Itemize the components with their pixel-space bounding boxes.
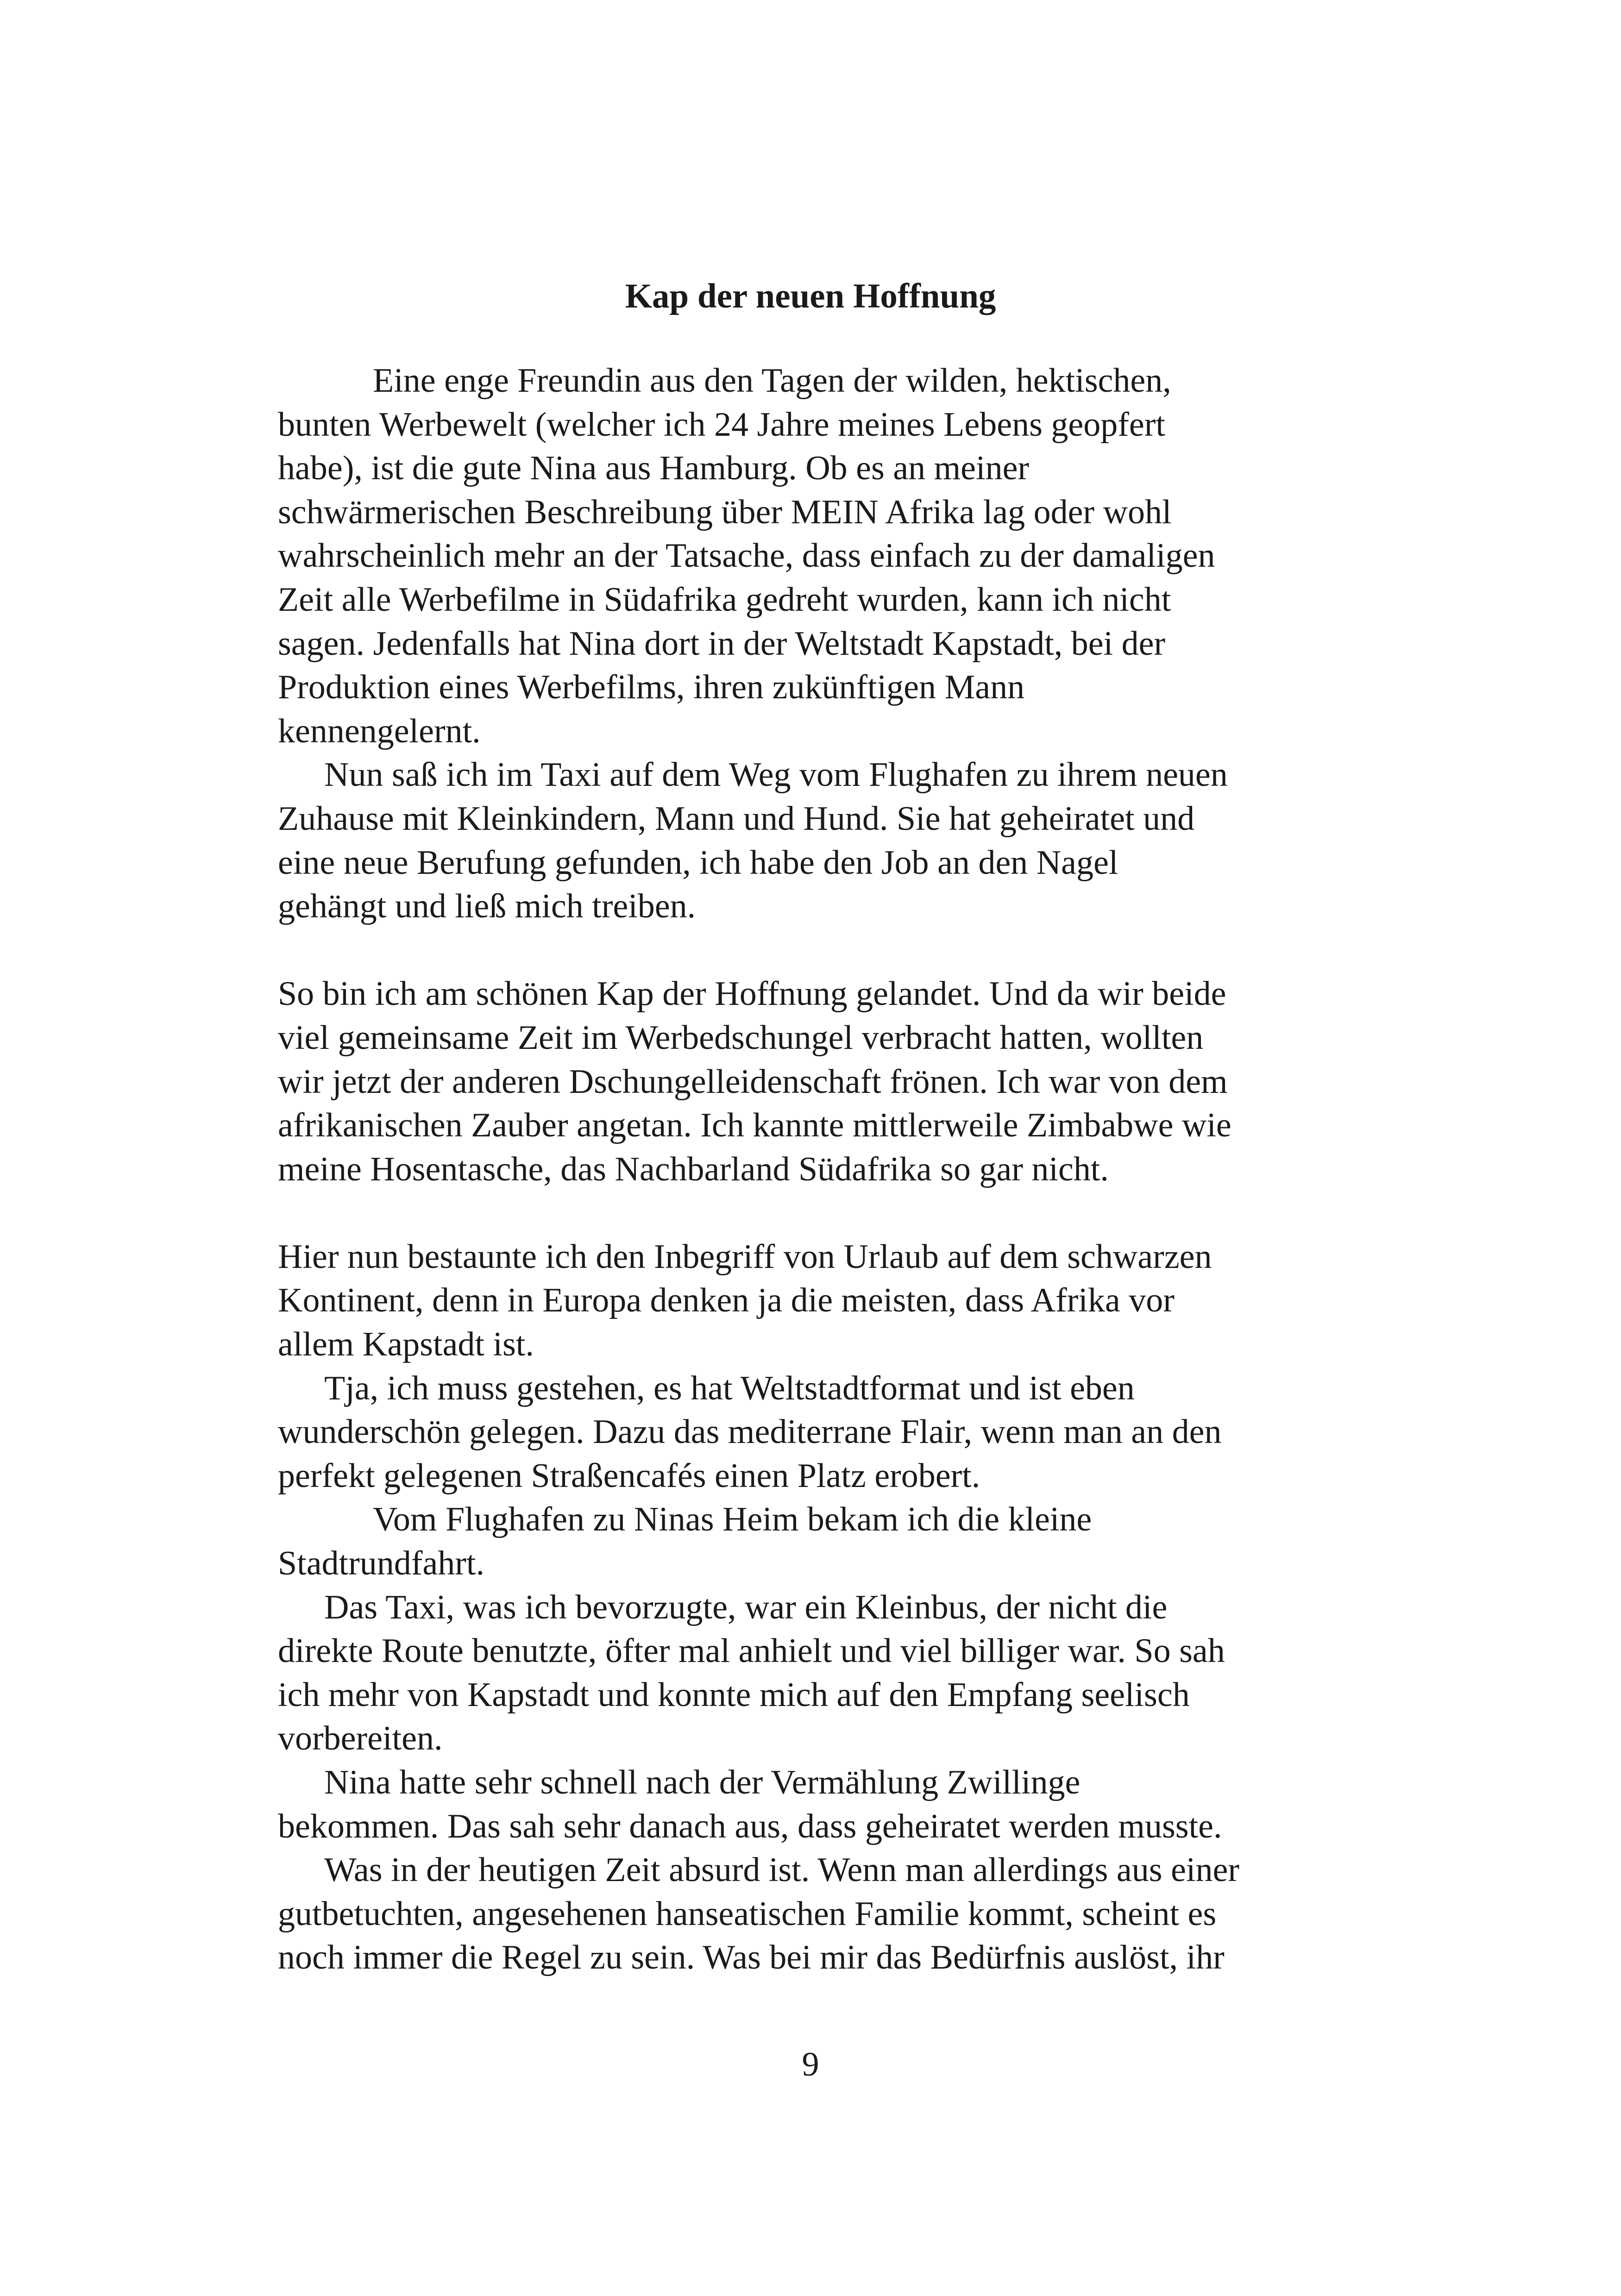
- text-line: Nina hatte sehr schnell nach der Vermählung Zwillinge: [324, 1763, 1081, 1801]
- text-line: Kontinent, denn in Europa denken ja die meisten, dass Afrika vor: [278, 1281, 1175, 1320]
- text-line: meine Hosentasche, das Nachbarland Südafrika so gar nicht.: [278, 1150, 1109, 1188]
- text-line: Vom Flughafen zu Ninas Heim bekam ich die kleine: [373, 1500, 1092, 1539]
- text-line: Stadtrundfahrt.: [278, 1544, 484, 1583]
- text-line: wunderschön gelegen. Dazu das mediterrane Flair, wenn man an den: [278, 1413, 1222, 1451]
- paragraph-2: [278, 753, 1343, 928]
- text-line: bekommen. Das sah sehr danach aus, dass geheiratet werden musste.: [278, 1807, 1222, 1845]
- text-line: eine neue Berufung gefunden, ich habe den Job an den Nagel: [278, 843, 1118, 882]
- text-line: Produktion eines Werbefilms, ihren zukünftigen Mann: [278, 668, 1025, 707]
- text-line: bunten Werbewelt (welcher ich 24 Jahre meines Lebens geopfert: [278, 405, 1165, 444]
- text-line: vorbereiten.: [278, 1719, 443, 1758]
- text-line: schwärmerischen Beschreibung über MEIN Afrika lag oder wohl: [278, 493, 1172, 531]
- text-line: wir jetzt der anderen Dschungelleidenschaft frönen. Ich war von dem: [278, 1062, 1228, 1101]
- text-line: Zeit alle Werbefilme in Südafrika gedreht wurden, kann ich nicht: [278, 580, 1171, 619]
- text-line: So bin ich am schönen Kap der Hoffnung gelandet. Und da wir beide: [278, 975, 1226, 1013]
- paragraph-gap: [278, 1191, 1343, 1235]
- text-line: sagen. Jedenfalls hat Nina dort in der Weltstadt Kapstadt, bei der: [278, 624, 1166, 663]
- paragraph-4: [278, 1235, 1343, 1367]
- text-line: gutbetuchten, angesehenen hanseatischen Familie kommt, scheint es: [278, 1895, 1217, 1933]
- text-line: perfekt gelegenen Straßencafés einen Platz erobert.: [278, 1456, 980, 1495]
- text-line: allem Kapstadt ist.: [278, 1325, 534, 1364]
- text-line: afrikanischen Zauber angetan. Ich kannte mittlerweile Zimbabwe wie: [278, 1106, 1231, 1145]
- page-content: [278, 273, 1343, 1980]
- paragraph-5: [278, 1367, 1343, 1498]
- paragraph-8: [278, 1761, 1343, 1848]
- text-line: ich mehr von Kapstadt und konnte mich auf den Empfang seelisch: [278, 1675, 1190, 1714]
- text-line: Tja, ich muss gestehen, es hat Weltstadtformat und ist eben: [324, 1369, 1135, 1407]
- text-line: habe), ist die gute Nina aus Hamburg. Ob es an meiner: [278, 449, 1030, 488]
- text-line: kennengelernt.: [278, 712, 481, 750]
- paragraph-3: [278, 972, 1343, 1191]
- text-line: Was in der heutigen Zeit absurd ist. Wenn man allerdings aus einer: [324, 1851, 1239, 1889]
- text-line: Zuhause mit Kleinkindern, Mann und Hund. Sie hat geheiratet und: [278, 799, 1195, 838]
- text-line: Hier nun bestaunte ich den Inbegriff von Urlaub auf dem schwarzen: [278, 1237, 1212, 1276]
- paragraph-6: [278, 1498, 1343, 1585]
- text-line: viel gemeinsame Zeit im Werbedschungel verbracht hatten, wollten: [278, 1018, 1204, 1057]
- paragraph-1: [278, 359, 1343, 753]
- chapter-title: Kap der neuen Hoffnung: [625, 277, 996, 315]
- text-line: Nun saß ich im Taxi auf dem Weg vom Flughafen zu ihrem neuen: [324, 756, 1228, 794]
- page-number: 9: [802, 2045, 819, 2083]
- text-line: gehängt und ließ mich treiben.: [278, 887, 696, 926]
- paragraph-gap: [278, 928, 1343, 972]
- text-line: wahrscheinlich mehr an der Tatsache, dass einfach zu der damaligen: [278, 537, 1215, 575]
- text-line: noch immer die Regel zu sein. Was bei mir das Bedürfnis auslöst, ihr: [278, 1938, 1225, 1977]
- text-line: Eine enge Freundin aus den Tagen der wilden, hektischen,: [373, 362, 1171, 400]
- paragraph-7: [278, 1586, 1343, 1761]
- text-line: direkte Route benutzte, öfter mal anhielt und viel billiger war. So sah: [278, 1632, 1225, 1670]
- text-line: Das Taxi, was ich bevorzugte, war ein Kleinbus, der nicht die: [324, 1588, 1168, 1626]
- paragraph-9: [278, 1848, 1343, 1980]
